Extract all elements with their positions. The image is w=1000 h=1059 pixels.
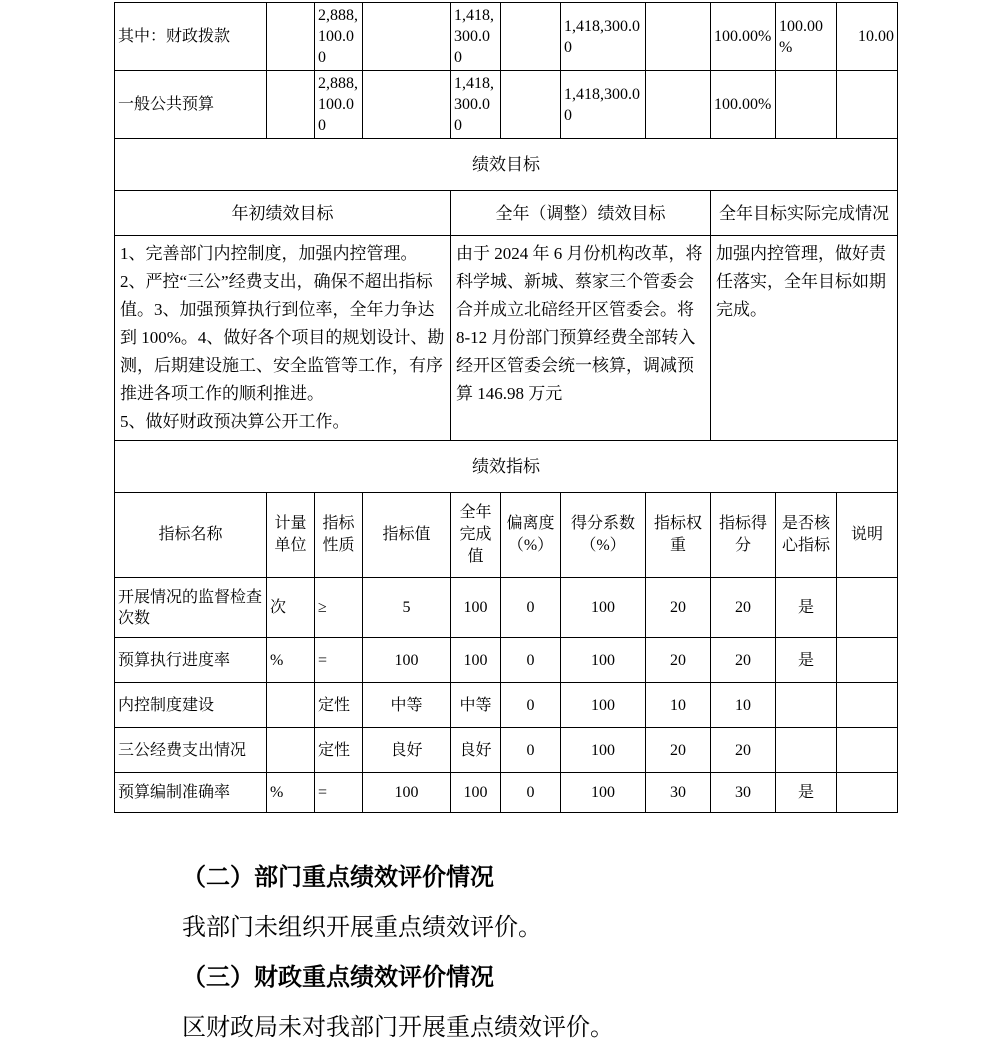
goals-col-header-actual: 全年目标实际完成情况 [711, 191, 898, 236]
indicator-note [837, 683, 898, 728]
goal-item: 2、严控“三公”经费支出，确保不超出指标值。3、加强预算执行到位率，全年力争达到 100%。4、做好各个项目的规划设计、勘测，后期建设施工、安全监管等工作，有序推进各项工作的顺利推进。 [120, 272, 445, 403]
indicator-name: 预算执行进度率 [115, 638, 267, 683]
section-heading-dept-key-evaluation: （二）部门重点绩效评价情况 [182, 865, 494, 891]
summary-cell-rate: 100.00% [711, 71, 776, 139]
closing-sections [182, 864, 902, 1059]
summary-cell-rate: 100.00% [776, 3, 837, 71]
indicator-column-header: 得分系数（%） [561, 493, 646, 578]
summary-cell [776, 71, 837, 139]
goal-item: 5、做好财政预决算公开工作。 [120, 412, 350, 431]
indicator-column-header: 说明 [837, 493, 898, 578]
indicator-column-header: 偏离度（%） [501, 493, 561, 578]
section-title-performance-goals: 绩效目标 [115, 139, 898, 191]
indicator-core [776, 683, 837, 728]
indicator-unit [267, 683, 315, 728]
section-body-finance-key-evaluation: 区财政局未对我部门开展重点绩效评价。 [182, 1015, 614, 1041]
indicator-weight: 20 [646, 728, 711, 773]
summary-cell-budget: 2,888,100.00 [315, 71, 363, 139]
indicator-column-header: 是否核心指标 [776, 493, 837, 578]
indicator-completed: 100 [451, 773, 501, 813]
budget-performance-table [114, 2, 898, 813]
indicator-row [115, 638, 898, 683]
indicator-column-header: 指标值 [363, 493, 451, 578]
goals-year-start-text [115, 236, 451, 441]
summary-cell [837, 71, 898, 139]
summary-cell [646, 3, 711, 71]
indicator-score-coef: 100 [561, 578, 646, 638]
goals-adjusted-text [451, 236, 711, 441]
indicator-score-coef: 100 [561, 728, 646, 773]
indicator-nature: ≥ [315, 578, 363, 638]
row-label: 一般公共预算 [115, 71, 267, 139]
indicator-note [837, 728, 898, 773]
summary-cell [501, 71, 561, 139]
goals-col-header-year-start: 年初绩效目标 [115, 191, 451, 236]
indicator-target: 100 [363, 638, 451, 683]
summary-cell-rate: 100.00% [711, 3, 776, 71]
indicator-deviation: 0 [501, 728, 561, 773]
summary-cell [363, 71, 451, 139]
indicator-note [837, 578, 898, 638]
indicator-score: 10 [711, 683, 776, 728]
indicator-core: 是 [776, 773, 837, 813]
indicator-score: 30 [711, 773, 776, 813]
indicator-score: 20 [711, 638, 776, 683]
summary-cell [267, 71, 315, 139]
indicator-target: 100 [363, 773, 451, 813]
indicator-score: 20 [711, 578, 776, 638]
indicator-completed: 100 [451, 638, 501, 683]
summary-cell-adjusted: 1,418,300.00 [451, 71, 501, 139]
indicator-completed: 100 [451, 578, 501, 638]
indicator-target: 中等 [363, 683, 451, 728]
section-row-performance-goals [115, 139, 898, 191]
indicator-column-header: 指标权重 [646, 493, 711, 578]
indicator-completed: 中等 [451, 683, 501, 728]
indicator-row [115, 683, 898, 728]
indicator-nature: 定性 [315, 728, 363, 773]
summary-cell-actual: 1,418,300.00 [561, 71, 646, 139]
summary-row-general-public-budget [115, 71, 898, 139]
indicator-core: 是 [776, 638, 837, 683]
indicator-note [837, 773, 898, 813]
indicator-column-header: 指标性质 [315, 493, 363, 578]
summary-cell [363, 3, 451, 71]
goal-item: 加强内控管理，做好责任落实，全年目标如期完成。 [716, 244, 886, 319]
indicator-row [115, 578, 898, 638]
indicator-nature: = [315, 638, 363, 683]
indicator-core: 是 [776, 578, 837, 638]
indicator-nature: 定性 [315, 683, 363, 728]
indicator-row [115, 728, 898, 773]
indicator-target: 良好 [363, 728, 451, 773]
indicator-name: 开展情况的监督检查次数 [115, 578, 267, 638]
summary-cell [646, 71, 711, 139]
indicator-completed: 良好 [451, 728, 501, 773]
summary-cell-score: 10.00 [837, 3, 898, 71]
indicator-weight: 30 [646, 773, 711, 813]
indicator-target: 5 [363, 578, 451, 638]
indicator-unit: 次 [267, 578, 315, 638]
indicator-row [115, 773, 898, 813]
section-body-dept-key-evaluation: 我部门未组织开展重点绩效评价。 [182, 915, 542, 941]
indicator-score: 20 [711, 728, 776, 773]
summary-cell-budget: 2,888,100.00 [315, 3, 363, 71]
indicator-name: 三公经费支出情况 [115, 728, 267, 773]
indicator-score-coef: 100 [561, 638, 646, 683]
indicator-score-coef: 100 [561, 683, 646, 728]
indicator-unit: % [267, 773, 315, 813]
indicator-note [837, 638, 898, 683]
summary-cell-adjusted: 1,418,300.00 [451, 3, 501, 71]
indicator-deviation: 0 [501, 638, 561, 683]
indicator-weight: 20 [646, 638, 711, 683]
summary-row-fiscal-allocation [115, 3, 898, 71]
summary-cell-actual: 1,418,300.00 [561, 3, 646, 71]
indicator-column-header: 计量单位 [267, 493, 315, 578]
section-title-performance-indicators: 绩效指标 [115, 441, 898, 493]
goals-col-header-adjusted: 全年（调整）绩效目标 [451, 191, 711, 236]
goals-content-row [115, 236, 898, 441]
indicators-header-row [115, 493, 898, 578]
indicator-name: 预算编制准确率 [115, 773, 267, 813]
indicator-column-header: 指标名称 [115, 493, 267, 578]
goal-item: 由于 2024 年 6 月份机构改革，将科学城、新城、蔡家三个管委会合并成立北碚经开区管委会。将 8-12 月份部门预算经费全部转入经开区管委会统一核算，调减预算 146.98 万元 [456, 244, 703, 403]
indicator-deviation: 0 [501, 773, 561, 813]
indicator-deviation: 0 [501, 683, 561, 728]
section-heading-finance-key-evaluation: （三）财政重点绩效评价情况 [182, 965, 494, 991]
goals-actual-text [711, 236, 898, 441]
goals-header-row [115, 191, 898, 236]
indicator-unit: % [267, 638, 315, 683]
row-label: 其中：财政拨款 [115, 3, 267, 71]
indicator-column-header: 指标得分 [711, 493, 776, 578]
indicator-score-coef: 100 [561, 773, 646, 813]
indicator-deviation: 0 [501, 578, 561, 638]
indicator-weight: 10 [646, 683, 711, 728]
indicator-name: 内控制度建设 [115, 683, 267, 728]
indicator-core [776, 728, 837, 773]
summary-cell [501, 3, 561, 71]
indicator-unit [267, 728, 315, 773]
goal-item: 1、完善部门内控制度，加强内控管理。 [120, 244, 418, 263]
indicator-weight: 20 [646, 578, 711, 638]
summary-cell [267, 3, 315, 71]
section-row-performance-indicators [115, 441, 898, 493]
indicator-nature: = [315, 773, 363, 813]
indicator-column-header: 全年完成值 [451, 493, 501, 578]
